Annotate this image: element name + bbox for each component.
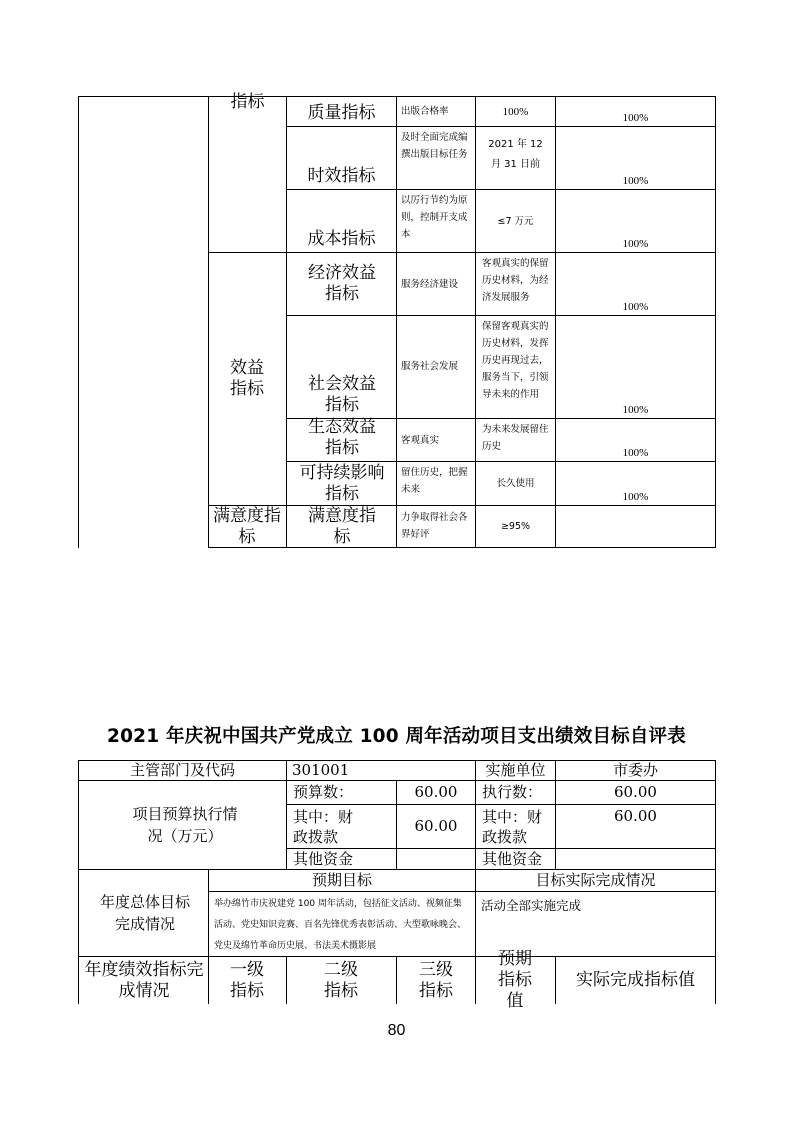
level3-sustainability: 留住历史，把握未来	[401, 467, 468, 495]
expected-social: 保留客观真实的历史材料，发挥历史再现过去，服务当下，引领导未来的作用	[482, 321, 549, 400]
level2-social: 社会效益指标	[308, 374, 376, 415]
impl-label: 实施单位	[485, 761, 546, 779]
actual-satisfaction	[556, 506, 715, 547]
impl-unit: 市委办	[612, 761, 658, 779]
level3-ecological: 客观真实	[401, 434, 440, 446]
actual-ecological: 100%	[622, 447, 649, 459]
level1-header: 一级指标	[230, 959, 264, 1001]
budget-label: 项目预算执行情况（万元）	[132, 805, 238, 845]
dept-code: 301001	[292, 761, 350, 779]
actual-goal-label: 目标实际完成情况	[535, 871, 656, 889]
actual-quality: 100%	[622, 112, 649, 124]
level3-quality: 出版合格率	[401, 106, 449, 117]
level1-benefit-indicator: 效益指标	[230, 358, 264, 399]
level2-header: 二级指标	[324, 959, 358, 1001]
expected-quality: 100%	[502, 105, 529, 118]
dept-label: 主管部门及代码	[129, 761, 235, 779]
level3-social: 服务社会发展	[401, 361, 459, 372]
actual-timeliness: 100%	[622, 175, 649, 187]
expected-goal-text: 举办绵竹市庆祝建党 100 周年活动，包括征文活动、视频征集活动、党史知识竞赛、百名先锋优秀表彰活动、大型歌咏晚会、党史及绵竹革命历史展、书法美术摄影展	[214, 899, 467, 951]
level2-cost: 成本指标	[307, 229, 376, 249]
other-label-exec: 其他资金	[482, 849, 543, 868]
fiscal-budget: 60.00	[414, 817, 458, 835]
actual-social: 100%	[622, 404, 649, 416]
level2-satisfaction: 满意度指标	[308, 505, 376, 547]
expected-goal-label: 预期目标	[311, 871, 372, 889]
fiscal-exec: 60.00	[614, 806, 657, 825]
expected-timeliness: 2021 年 12 月 31 日前	[488, 139, 543, 170]
budget-amount: 60.00	[414, 783, 458, 801]
expected-cost: ≤7 万元	[497, 215, 534, 227]
actual-value-header: 实际完成指标值	[576, 970, 695, 990]
expected-sustainability: 长久使用	[496, 478, 535, 489]
page-number: 80	[387, 1022, 406, 1039]
budget-amount-label: 预算数：	[293, 783, 354, 801]
exec-amount-label: 执行数：	[482, 783, 543, 801]
overall-goal-label: 年度总体目标完成情况	[99, 893, 190, 933]
level3-header: 三级指标	[419, 959, 453, 1001]
expected-satisfaction: ≥95%	[500, 521, 531, 532]
level3-satisfaction: 力争取得社会各界好评	[401, 512, 468, 540]
exec-amount: 60.00	[614, 783, 657, 801]
level2-ecological: 生态效益指标	[308, 417, 376, 458]
actual-goal-text: 活动全部实施完成	[481, 898, 582, 913]
expected-value-header: 预期指标值	[498, 949, 532, 1011]
level1-satisfaction-indicator: 满意度指标	[213, 505, 281, 547]
level3-cost: 以厉行节约为原则，控制开支成本	[401, 195, 468, 240]
perf-label: 年度绩效指标完成情况	[84, 959, 204, 1001]
other-label-budget: 其他资金	[293, 849, 354, 868]
level2-quality: 质量指标	[307, 103, 376, 123]
level1-output-indicator: 指标	[230, 92, 265, 112]
level2-economic: 经济效益指标	[308, 263, 376, 304]
fiscal-label-budget: 其中：财政拨款	[293, 808, 354, 846]
actual-sustainability: 100%	[622, 491, 649, 503]
level3-timeliness: 及时全面完成编撰出版目标任务	[401, 132, 468, 160]
fiscal-label-exec: 其中：财政拨款	[482, 808, 543, 846]
level3-economic: 服务经济建设	[401, 278, 459, 290]
actual-cost: 100%	[622, 238, 649, 250]
expected-ecological: 为未来发展留住历史	[482, 424, 549, 452]
level2-sustainability: 可持续影响指标	[299, 462, 385, 504]
actual-economic: 100%	[622, 301, 649, 313]
page-title: 2021 年庆祝中国共产党成立 100 周年活动项目支出绩效目标自评表	[107, 726, 686, 747]
expected-economic: 客观真实的保留历史材料，为经济发展服务	[482, 258, 549, 303]
level2-timeliness: 时效指标	[307, 166, 376, 186]
